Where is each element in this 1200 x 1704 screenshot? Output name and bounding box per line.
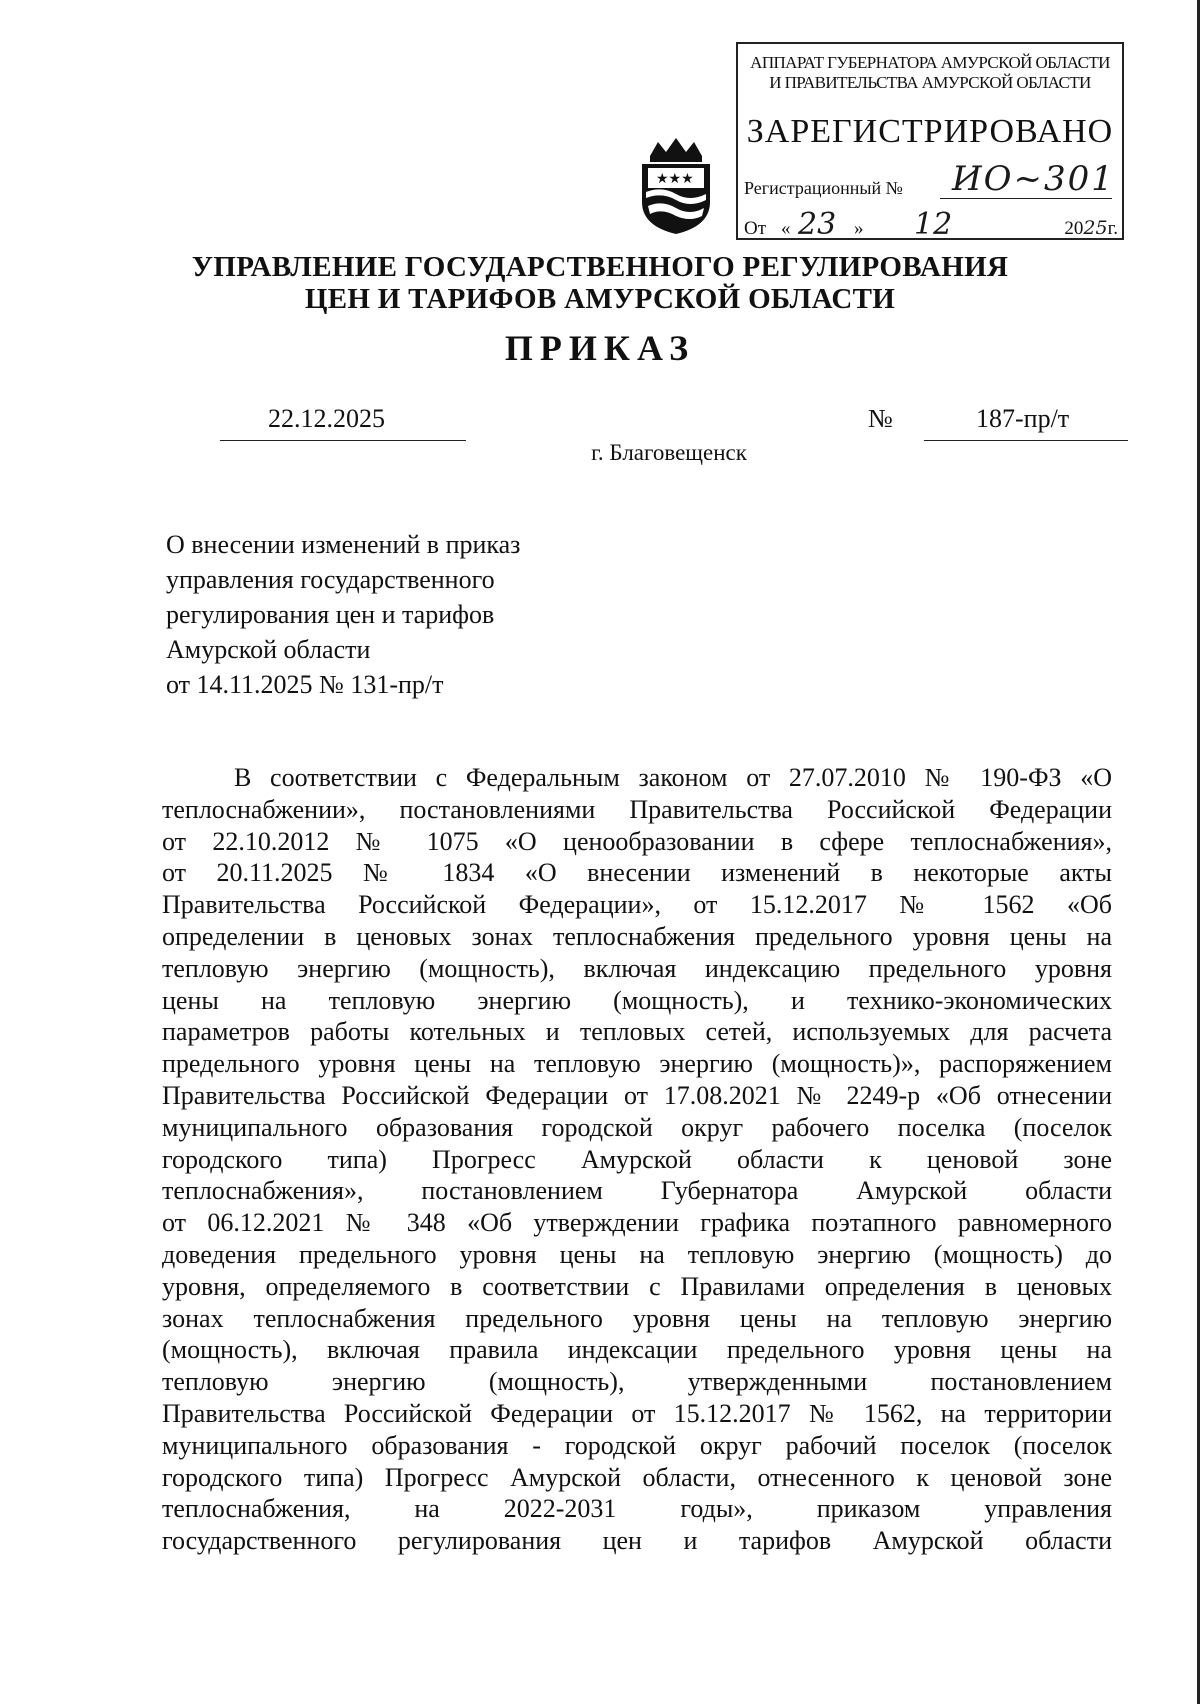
body-line: определении в ценовых зонах теплоснабжения предельного уровня цены на — [162, 921, 1112, 951]
body-line: В соответствии с Федеральным законом от 27.07.2010 № 190-ФЗ «О — [234, 763, 1112, 792]
subject-line: регулирования цен и тарифов — [166, 600, 495, 629]
svg-text:★★★: ★★★ — [656, 171, 694, 187]
order-date-field — [220, 404, 466, 441]
stamp-reg-label: Регистрационный № — [744, 178, 903, 198]
body-line: городского типа) Прогресс Амурской области к ценовой зоне — [162, 1144, 1112, 1174]
body-line: городского типа) Прогресс Амурской области, отнесенного к ценовой зоне — [162, 1462, 1112, 1492]
body-line: предельного уровня цены на тепловую энергию (мощность)», распоряжением — [162, 1049, 1112, 1079]
body-line: тепловую энергию (мощность), утвержденными постановлением — [162, 1367, 1112, 1397]
body-line: от 20.11.2025 № 1834 «О внесении изменений в некоторые акты — [162, 858, 1112, 888]
stamp-org-line2: И ПРАВИТЕЛЬСТВА АМУРСКОЙ ОБЛАСТИ — [769, 73, 1091, 92]
stamp-date-month: 12 — [914, 207, 953, 242]
city-name: г. Благовещенск — [591, 440, 747, 465]
body-line: муниципального образования городской округ рабочего поселка (поселок — [162, 1112, 1112, 1142]
document-type-title: ПРИКАЗ — [504, 328, 696, 368]
agency-name-line2: ЦЕН И ТАРИФОВ АМУРСКОЙ ОБЛАСТИ — [304, 283, 896, 315]
body-line: от 22.10.2012 № 1075 «О ценообразовании в сфере теплоснабжения», — [162, 826, 1112, 856]
body-line: цены на тепловую энергию (мощность), и технико-экономических — [162, 985, 1112, 1015]
number-sign: № — [868, 404, 893, 433]
body-line: уровня, определяемого в соответствии с Правилами определения в ценовых — [162, 1271, 1112, 1301]
order-number: 187-пр/т — [976, 404, 1070, 433]
subject-line: Амурской области — [166, 635, 371, 664]
stamp-reg-line — [744, 159, 1115, 205]
subject-line: О внесении изменений в приказ — [166, 530, 521, 559]
body-line: параметров работы котельных и тепловых сетей, используемых для расчета — [162, 1017, 1112, 1047]
body-line: (мощность), включая правила индексации предельного уровня цены на — [162, 1335, 1112, 1365]
subject-line: от 14.11.2025 № 131-пр/т — [166, 670, 444, 699]
body-line: государственного регулирования цен и тарифов Амурской области — [162, 1526, 1112, 1556]
stamp-quote-open: « — [781, 218, 791, 239]
stamp-date-day: 23 — [798, 207, 837, 242]
body-line: теплоснабжения, на 2022-2031 годы», приказом управления — [162, 1494, 1112, 1524]
stamp-org-line1: АППАРАТ ГУБЕРНАТОРА АМУРСКОЙ ОБЛАСТИ — [750, 53, 1110, 72]
stamp-date-year — [1064, 217, 1118, 240]
stamp-status: ЗАРЕГИСТРИРОВАНО — [746, 113, 1114, 150]
subject-line: управления государственного — [166, 565, 495, 594]
order-body-text — [162, 762, 1112, 1557]
body-line: тепловую энергию (мощность), включая индексацию предельного уровня — [162, 953, 1112, 983]
stamp-date-line — [744, 207, 1118, 244]
agency-name-line1: УПРАВЛЕНИЕ ГОСУДАРСТВЕННОГО РЕГУЛИРОВАНИЯ — [191, 251, 1009, 283]
body-line: от 06.12.2021 № 348 «Об утверждении графика поэтапного равномерного — [162, 1208, 1112, 1238]
body-line: теплоснабжении», постановлениями Правительства Российской Федерации — [162, 794, 1112, 824]
stamp-date-prefix: От — [744, 218, 767, 239]
order-subject — [166, 527, 520, 702]
stamp-year-prefix: 20 — [1064, 218, 1084, 239]
coat-of-arms-icon — [636, 136, 716, 236]
registration-stamp — [736, 42, 1124, 240]
body-line: Правительства Российской Федерации от 15.12.2017 № 1562, на территории — [162, 1398, 1112, 1428]
body-line: теплоснабжения», постановлением Губернатора Амурской области — [162, 1176, 1112, 1206]
stamp-year-hand: 25 — [1083, 217, 1108, 239]
body-line: муниципального образования - городской округ рабочий поселок (поселок — [162, 1430, 1112, 1460]
body-line: доведения предельного уровня цены на тепловую энергию (мощность) до — [162, 1239, 1112, 1269]
stamp-quote-close: » — [854, 218, 864, 239]
stamp-reg-number: ИО~301 — [952, 159, 1115, 199]
stamp-year-suffix: г. — [1107, 218, 1118, 239]
body-line: Правительства Российской Федерации», от 15.12.2017 № 1562 «Об — [162, 890, 1112, 920]
body-line: Правительства Российской Федерации от 17.08.2021 № 2249-р «Об отнесении — [162, 1080, 1112, 1110]
order-date: 22.12.2025 — [268, 404, 385, 433]
body-line: зонах теплоснабжения предельного уровня цены на тепловую энергию — [162, 1303, 1112, 1333]
order-number-field — [924, 404, 1128, 441]
